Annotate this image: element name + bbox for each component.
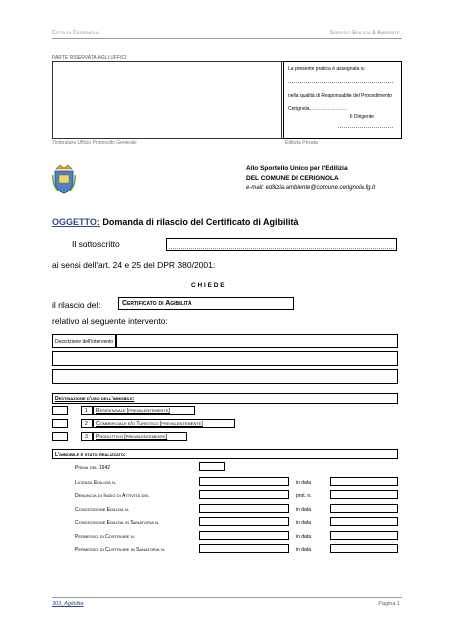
destination-option-2-text: Commerciale e/o Turistico [prevalentemente] [96,421,203,427]
destination-option-1 [93,406,195,415]
addressee-line2: DEL COMUNE DI CERIGNOLA [246,175,339,182]
role-text: nella qualità di Responsabile del Procedimento [288,93,392,99]
realized-row-label: Prima del 1942 [75,465,111,471]
stamp-box[interactable] [52,61,282,139]
realized-row-check[interactable] [199,462,225,471]
applicant-field[interactable] [166,238,397,251]
realized-row-date[interactable] [330,517,398,526]
addressee-line1: Allo Sportello Unico per l'Edilizia [246,165,348,172]
realized-row-date[interactable] [330,504,398,513]
realized-row-number[interactable] [199,504,289,513]
private-label: Edilizia Privata [285,140,318,146]
destination-num-2 [81,419,93,428]
destination-num-1-text: 1 [85,408,88,414]
realized-row-date[interactable] [330,544,398,553]
realized-title-box [52,449,398,459]
realized-row-date-label: in data [296,480,312,486]
realized-row-label: Concessione Edilizia n. [75,507,130,513]
applicant-label: Il sottoscritto [72,239,120,249]
description-field-1[interactable] [116,334,398,348]
stamp-label: Timbratura Ufficio Protocollo Generale [52,140,137,146]
director-signature-line[interactable] [338,127,393,128]
realized-row-date-label: in data [296,547,312,553]
destination-option-3 [93,432,187,441]
description-label: Descrizione dell'intervento [55,339,114,345]
realized-row-date[interactable] [330,490,398,499]
realized-title: L'immobile è stato realizzato: [55,452,126,458]
subject [52,217,299,227]
realized-row-number[interactable] [199,517,289,526]
destination-check-3[interactable] [52,432,68,441]
footer-rule [52,597,402,598]
realized-row-date-label: prot. n. [296,493,312,499]
request-heading: C H I E D E [191,282,225,289]
intervention-label: relativo al seguente intervento: [52,316,168,326]
description-label-box [52,334,116,348]
destination-title-box [52,393,398,404]
director-label: Il Dirigente [350,114,374,120]
realized-row-date-label: in data [296,520,312,526]
realized-row-date[interactable] [330,477,398,486]
footer-left: 303_Agibilita [52,601,84,607]
destination-num-2-text: 2 [85,421,88,427]
destination-num-1 [81,406,93,415]
realized-row-date-label: in data [296,507,312,513]
addressee-email[interactable]: e-mail: edilizia.ambiente@comune.cerignola.fg.it [246,185,376,191]
destination-check-1[interactable] [52,406,68,415]
coat-of-arms-icon [52,163,76,195]
realized-row-date[interactable] [330,531,398,540]
destination-title: Destinazione d'uso dell'immobile: [55,396,135,402]
issue-field[interactable] [118,297,294,310]
law-reference: ai sensi dell'art. 24 e 25 del DPR 380/2001: [52,260,216,270]
realized-row-label: Licenza Edilizia n. [75,480,117,486]
realized-row-number[interactable] [199,490,289,499]
description-field-3[interactable] [52,369,398,384]
realized-row-label: Denuncia di Inizio di Attività del [75,493,150,499]
subject-label: OGGETTO: [52,217,100,227]
city-date: Cerignola, ………………… [288,106,348,112]
destination-option-2 [93,419,235,428]
description-field-2[interactable] [52,351,398,366]
destination-option-1-text: Residenziale [prevalentemente] [96,408,170,414]
header-left: Città di Cerignola [52,30,99,36]
realized-row-number[interactable] [199,544,289,553]
issue-label: il rilascio del: [52,300,101,310]
assigned-text: La presente pratica è assegnata a: [288,66,365,72]
destination-num-3-text: 3 [85,434,88,440]
realized-row-number[interactable] [199,477,289,486]
header-right: Servizio Edilizia & Ambiente [329,30,400,36]
destination-num-3 [81,432,93,441]
realized-row-label: Permesso di Costruire n. [75,534,136,540]
header-rule [52,38,402,39]
issue-value: Certificato di Agibilità [122,300,192,307]
subject-text: Domanda di rilascio del Certificato di Agibilità [102,217,299,227]
reserved-title: PARTE RISERVATA AGLI UFFICI [52,55,127,61]
assignee-line[interactable] [288,82,393,83]
destination-option-3-text: Produttivo [prevalentemente] [96,434,168,440]
realized-row-number[interactable] [199,531,289,540]
realized-row-date-label: in data [296,534,312,540]
footer-right: Pagina 1 [378,601,400,607]
realized-row-label: Permesso di Costruire in Sanatoria n. [75,547,166,553]
realized-row-label: Concessione Edilizia in Sanatoria n. [75,520,160,526]
destination-check-2[interactable] [52,419,68,428]
